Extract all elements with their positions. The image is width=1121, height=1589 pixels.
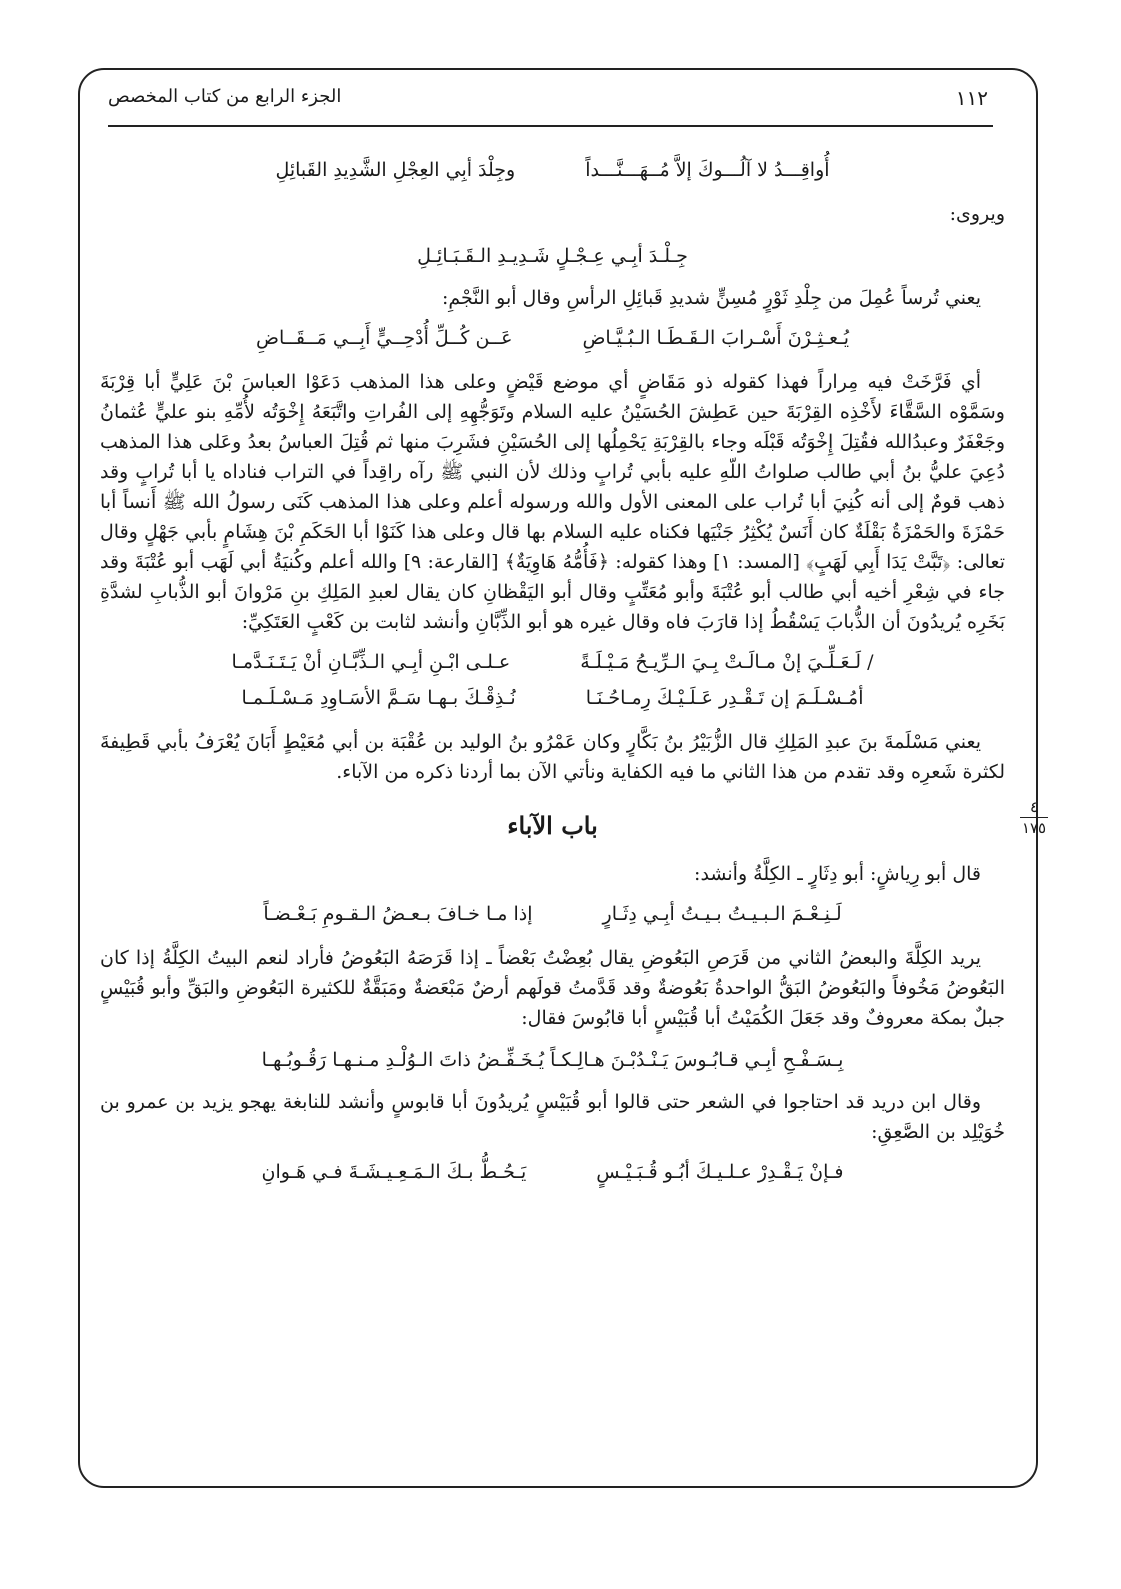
- marginal-reference: [1014, 798, 1054, 837]
- paragraph: يعني مَسْلَمةَ بنَ عبدِ المَلِكِ قال الزُّبَيْرُ بنُ بَكَّارٍ وكان عَمْرُو بنُ الوليد بن عُقْبَة بن أبي مُعَيْطٍ أَبَانَ يُعْرَفُ بأبي قَطِيفةَ لكثرة شَعرِه وقد تقدم من هذا الثاني ما فيه الكفاية ونأتي الآن بما أردنا ذكره من الآباء.: [100, 731, 1005, 783]
- verse-block: [100, 647, 1005, 713]
- paragraph: أي فَرَّخَتْ فيه مِراراً فهذا كقوله ذو مَقَاضٍ أي موضع قَيْضٍ وعلى هذا المذهب دَعَوْا العباسَ بْنَ عَلِيٍّ أبا قِرْبَةَ وسَمَّوْه السَّقَّاءَ لأَخْذِه القِرْبَةَ حين عَطِشَ الحُسَيْنُ عليه السلام وتَوَجُّهِهِ إلى الفُراتِ واتَّبَعَهُ إِخْوَتُه لأُمِّهِ بنو عليٍّ عُثمانُ وجَعْفَرٌ وعبدُالله فقُتِلَ إِخْوَتُه قَبْلَه وجاء بالقِرْبَةِ يَحْمِلُها إلى الحُسَيْنِ فشَرِبَ منها ثم قُتِلَ العباسُ بعدُ وعَلى هذا المذهب دُعِيَ عليُّ بنُ أبي طالب صلواتُ اللّهِ عليه بأبي تُرابٍ وذلك لأن النبي ﷺ رآه راقِداً في التراب فناداه يا أبا تُرابٍ وقد ذهب قومٌ إلى أنه كُنِيَ أبا تُراب على المعنى الأول والله ورسوله أعلم وعلى هذا المذهب كَنَى رسولُ الله ﷺ أَنساً أبا حَمْزَةَ والحَمْزَةُ بَقْلَةٌ كان أَنَسٌ يُكْثِرُ جَنْيَها فكناه عليه السلام بها قال وعلى هذا كَنَوْا أبا الحَكَمِ بْنَ هِشَامٍ بأبي جَهْلٍ وقال تعالى: ﴿تَبَّتْ يَدَا أَبِي لَهَبٍ﴾ [المسد: ١] وهذا كقوله: ﴿فَأُمُّهُ هَاوِيَةٌ﴾ [القارعة: ٩] والله أعلم وكُنيَةُ أبي لَهَب أبو عُتْبَةَ وقد جاء في شِعْرِ أخيه أبي طالب أبو عُتْبَةَ وأبو مُعَتِّبٍ وقال أبو اليَقْظانِ كان يقال لعبدِ المَلِكِ بنِ مَرْوانَ أبو الذُّبابِ لشدَّةِ بَخَرِه يُريدُونَ أن الذُّبابَ يَسْقُطُ إذا قارَبَ فاه وقال غيره هو أبو الذِّبَّانِ وأنشد لثابت بن كَعْبٍ العَتَكِيِّ:: [100, 371, 1005, 633]
- paragraph: وقال ابن دريد قد احتاجوا في الشعر حتى قالوا أبو قُبَيْسٍ يُريدُونَ أبا قابوسٍ وأنشد للنابغة يهجو يزيد بن عمرو بن خُوَيْلِد بن الصَّعِقِ:: [100, 1091, 1005, 1143]
- verse-second-hemistich: عَــن كُــلِّ أُدْحِــيٍّ أَبِــي مَــقَــاضِ: [255, 327, 513, 349]
- verse-second-hemistich: يَـحُـطُّ بـكَ الـمَـعِـيـشَـةَ فـي هَـوانِ: [261, 1161, 527, 1183]
- verse-first-hemistich: لَـنِـعْـمَ الـبـيـتُ بـيـتُ أبِـي دِثَـارٍ: [602, 903, 842, 925]
- running-title: الجزء الرابع من كتاب المخصص: [108, 86, 342, 107]
- verse-first-hemistich: فـإنْ يَـقْـدِرْ عـلـيـكَ أبُـو قُـبَـيْـسٍ: [596, 1161, 844, 1183]
- verse-first-hemistich: أُواقِـــدُ لا آلُـــوكَ إلاَّ مُــهَـــنَّـــداً: [585, 159, 830, 181]
- verse-line: [100, 683, 1005, 713]
- verse-line: [100, 1157, 1005, 1187]
- verse-line-single: بِـسَـفْـحِ أبِـي قـابُـوسَ يَـنْـدُبْـنَ هـالِـكـاً يُـخَـفِّـضُ ذاتَ الـوُلْـدِ مـنـهـا رَقُـوبُـهـا: [261, 1049, 844, 1071]
- paragraph: يعني تُرساً عُمِلَ من جِلْدِ ثَوْرٍ مُسِنٍّ شديدِ قَبائِلِ الرأسِ وقال أبو النَّجْمِ:: [441, 287, 981, 309]
- paragraph: يريد الكِلَّةَ والبعضُ الثاني من قَرَصِ البَعُوضِ يقال بُعِضْتُ بَعْضاً ـ إذا قَرَصَهُ البَعُوضُ فأراد لنعم البيتُ الكِلَّةُ إذا كان البَعُوضُ مَخُوفاً والبَعُوضُ البَقُّ الواحدةُ بَعُوضةٌ وقد قَدَّمتُ قولَهم أرضٌ مَبْعَضةٌ ومَبَقَّةٌ للكثيرة البَعُوضِ والبَقِّ وأبو قُبَيْسٍ جبلٌ بمكة معروفٌ وقد جَعَلَ الكُمَيْتُ أبا قُبَيْسٍ أبا قابُوسَ فقال:: [100, 947, 1005, 1029]
- verse-line: [100, 155, 1005, 185]
- page-number: ١١٢: [955, 86, 988, 110]
- marginal-volume: ٤: [1029, 798, 1039, 816]
- verse-line: [100, 323, 1005, 353]
- verse-second-hemistich: عـلـى ابْـنِ أبِـي الـذِّبَّـانِ أنْ يَـتَـنَـدَّمـا: [231, 651, 511, 673]
- header-rule: [108, 125, 993, 127]
- verse-line: [100, 899, 1005, 929]
- marginal-page: ١٧٥: [1021, 819, 1047, 837]
- variant-label: ويروى:: [949, 203, 1005, 225]
- paragraph: قال أبو رِياشٍ: أبو دِثَارٍ ـ الكِلَّةُ وأنشد:: [694, 863, 981, 885]
- verse-line: [100, 647, 1005, 677]
- verse-second-hemistich: إذا مـا خـافَ بـعـضُ الـقـومِ بَـعْـضـاً: [263, 903, 533, 925]
- verse-first-hemistich: يُـعـثِـرْنَ أَسْـرابَ الـقَـطَـا الـبُـيَّـاضِ: [582, 327, 850, 349]
- verse-first-hemistich: / لَـعَـلِّـيَ إنْ مـالَـتْ بِـيَ الـرِّيـحُ مَـيْـلَـةً: [580, 651, 874, 673]
- section-heading: باب الآباء: [507, 811, 598, 840]
- marginal-rule: [1020, 817, 1048, 818]
- verse-second-hemistich: نُـذِقْـكَ بـهـا سَـمَّ الأسَـاوِدِ مَـسْـلَـمـا: [241, 687, 516, 709]
- verse-second-hemistich: وجِلْدَ أبِي العِجْلِ الشَّدِيدِ القَبائِلِ: [275, 159, 516, 181]
- page-header: [108, 86, 988, 126]
- page-body: [100, 145, 1005, 1201]
- verse-line-single: جِـلْـدَ أبِـي عِـجْـلٍ شَـدِيـدِ الـقَـبَـائِـلِ: [417, 245, 688, 267]
- verse-first-hemistich: أمُـسْـلَـمَ إن تَـقْـدِر عَـلَـيْـكَ رِمـاحُـنَـا: [585, 687, 864, 709]
